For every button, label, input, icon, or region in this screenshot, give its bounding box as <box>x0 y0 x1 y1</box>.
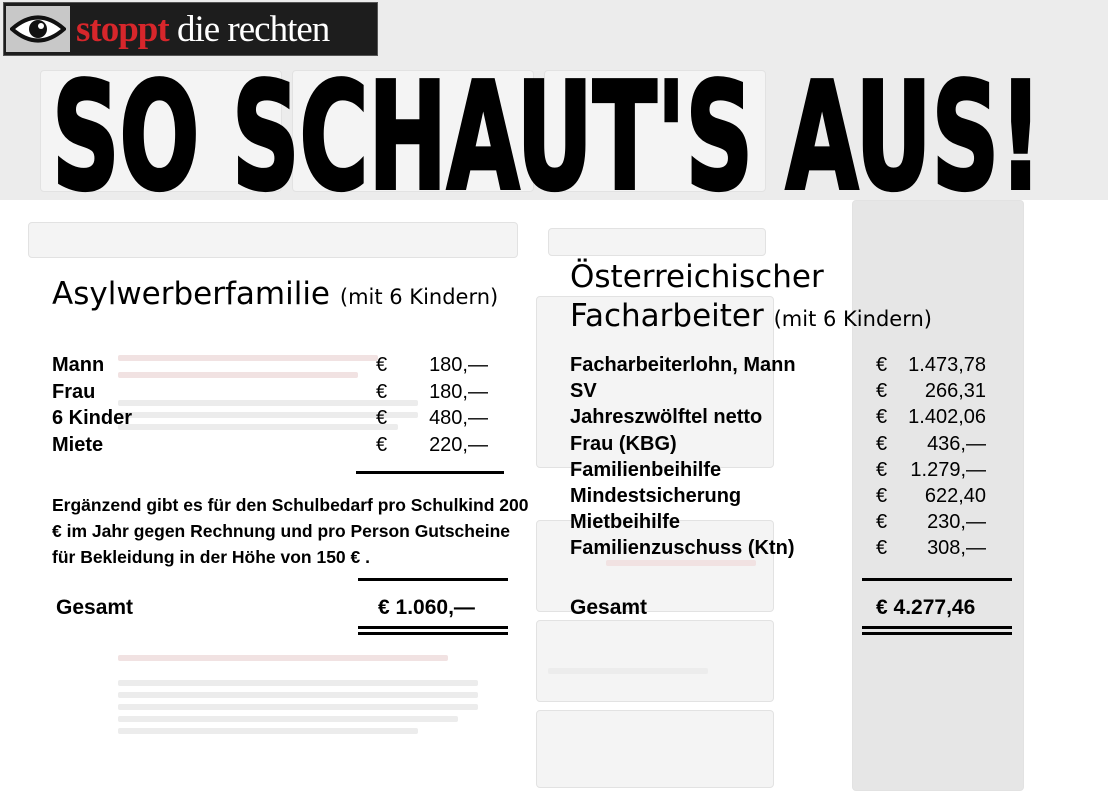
left-row <box>52 434 488 460</box>
right-double-rule <box>862 626 1012 629</box>
right-row-label: Frau (KBG) <box>570 432 677 455</box>
background-sidebar-box <box>536 710 774 788</box>
right-row-currency: € <box>876 380 888 403</box>
left-row-currency: € <box>376 407 388 429</box>
left-divider <box>356 471 504 474</box>
right-row-currency: € <box>876 537 888 560</box>
right-double-rule <box>862 632 1012 635</box>
right-row-currency: € <box>876 511 888 534</box>
left-row-label: Frau <box>52 380 96 403</box>
right-total-value: € 4.277,46 <box>876 596 976 619</box>
site-logo[interactable] <box>3 2 378 56</box>
left-row <box>52 407 488 433</box>
background-article-text <box>118 716 458 722</box>
right-title-line2: Facharbeiter <box>570 298 764 334</box>
right-row-amount: 436,— <box>927 432 986 455</box>
right-row-label: Mietbeihilfe <box>570 511 681 534</box>
headline-text: SO SCHAUT'S AUS! <box>52 68 1042 198</box>
left-subtitle: (mit 6 Kindern) <box>339 285 499 309</box>
right-row <box>570 459 986 485</box>
right-row-amount: 308,— <box>927 537 986 560</box>
left-total-label: Gesamt <box>56 596 134 619</box>
right-row <box>570 406 986 432</box>
right-subtitle: (mit 6 Kindern) <box>773 307 932 331</box>
logo-wordmark: stoppt die rechten <box>76 8 330 50</box>
right-title-line1: Österreichischer <box>570 259 824 295</box>
right-row-label: SV <box>570 380 597 403</box>
left-row <box>52 354 488 380</box>
left-row-amount: 480,— <box>429 407 488 429</box>
right-row <box>570 433 986 459</box>
right-row-currency: € <box>876 406 888 429</box>
right-divider <box>862 578 1012 581</box>
right-row-currency: € <box>876 485 888 507</box>
background-article-text <box>118 704 478 710</box>
right-row-label: Familienbeihilfe <box>570 458 722 481</box>
right-row-currency: € <box>876 354 888 376</box>
right-row-label: Facharbeiterlohn, Mann <box>570 354 796 376</box>
left-row-amount: 180,— <box>429 354 488 376</box>
right-row <box>570 485 986 511</box>
right-row <box>570 354 986 380</box>
right-row-label: Familienzuschuss (Ktn) <box>570 537 795 560</box>
right-row <box>570 537 986 563</box>
left-row-currency: € <box>376 354 388 376</box>
left-row-currency: € <box>376 380 388 403</box>
left-row-label: 6 Kinder <box>52 407 133 429</box>
left-row-currency: € <box>376 433 388 456</box>
right-row-amount: 622,40 <box>924 485 986 507</box>
left-divider <box>358 578 508 581</box>
left-panel-title <box>52 276 498 312</box>
right-title-line2-wrap <box>570 298 932 334</box>
left-row-amount: 180,— <box>429 380 488 403</box>
left-row-amount: 220,— <box>429 433 488 456</box>
right-row-amount: 1.279,— <box>910 458 986 481</box>
right-row <box>570 511 986 537</box>
left-title-text: Asylwerberfamilie <box>52 276 331 312</box>
right-row <box>570 380 986 406</box>
background-sidebar-box <box>536 620 774 702</box>
left-row <box>52 381 488 407</box>
right-row-label: Jahreszwölftel netto <box>570 406 763 429</box>
headline <box>52 68 1052 198</box>
left-double-rule <box>358 626 508 629</box>
left-double-rule <box>358 632 508 635</box>
background-search-field <box>548 228 766 256</box>
background-article-text <box>118 728 418 734</box>
right-total-label: Gesamt <box>570 596 648 619</box>
right-row-currency: € <box>876 432 888 455</box>
left-total-value: € 1.060,— <box>378 596 475 619</box>
background-nav-bar <box>28 222 518 258</box>
background-article-text <box>118 692 478 698</box>
right-row-amount: 1.402,06 <box>908 406 986 429</box>
right-row-amount: 230,— <box>927 511 986 534</box>
left-row-label: Mann <box>52 354 105 376</box>
background-article-title <box>118 655 448 661</box>
right-row-amount: 1.473,78 <box>908 354 986 376</box>
background-sidebar-text <box>548 668 708 674</box>
background-article-text <box>118 680 478 686</box>
right-row-amount: 266,31 <box>924 380 986 403</box>
right-row-currency: € <box>876 458 888 481</box>
right-row-label: Mindestsicherung <box>570 485 742 507</box>
eye-icon <box>6 6 70 52</box>
left-note: Ergänzend gibt es für den Schulbedarf pro Schulkind 200 € im Jahr gegen Rechnung und pro Person Gutscheine für Bekleidung in der Höhe von 150 € . <box>52 495 529 567</box>
left-row-label: Miete <box>52 433 104 456</box>
